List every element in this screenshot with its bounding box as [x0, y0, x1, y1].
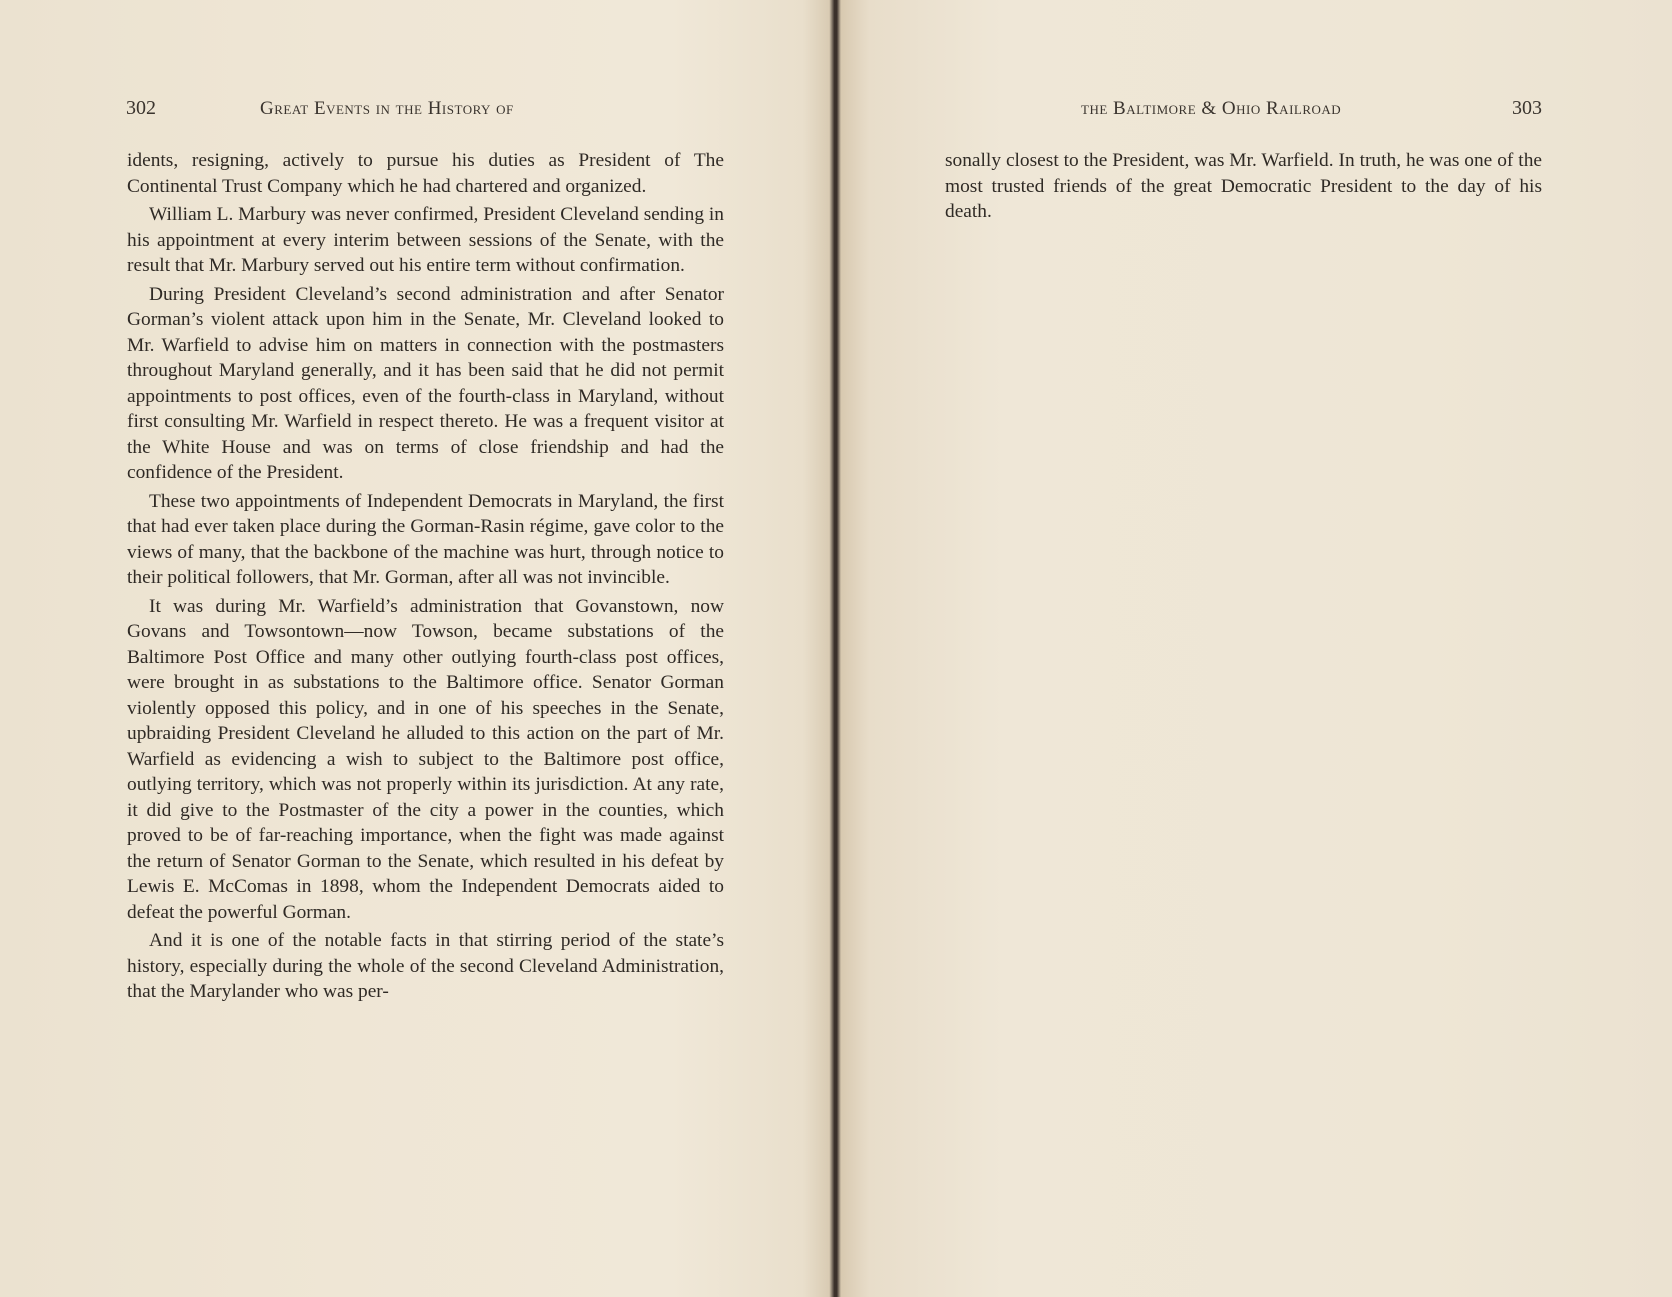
paragraph: idents, resigning, actively to pursue his duties as President of The Continental Trust Company which he had chartered and organized.	[127, 150, 724, 197]
left-page-body	[127, 148, 724, 1008]
running-head-left: Great Events in the History of	[260, 98, 514, 119]
page-number-right: 303	[1512, 97, 1542, 119]
left-page	[0, 0, 820, 1297]
paragraph: sonally closest to the President, was Mr. Warfield. In truth, he was one of the most trusted friends of the great Democratic President to the day of his death.	[945, 150, 1542, 222]
paragraph: William L. Marbury was never confirmed, President Cleveland sending in his appointment at every interim between sessions of the Senate, with the result that Mr. Marbury served out his entire term without confirmation.	[127, 204, 724, 276]
paragraph: It was during Mr. Warfield’s administration that Govanstown, now Govans and Towsontown—now Towson, became substations of the Baltimore Post Office and many other outlying fourth-class post offices, were brought in as substations to the Baltimore office. Senator Gorman violently opposed this policy, and in one of his speeches in the Senate, upbraiding President Cleveland he alluded to this action on the part of Mr. Warfield as evidencing a wish to subject to the Baltimore post office, outlying territory, which was not properly within its jurisdiction. At any rate, it did give to the Postmaster of the city a power in the counties, which proved to be of far-reaching importance, when the fight was made against the return of Senator Gorman to the Senate, which resulted in his defeat by Lewis E. McComas in 1898, whom the Independent Democrats aided to defeat the powerful Gorman.	[127, 595, 724, 923]
paragraph: And it is one of the notable facts in that stirring period of the state’s history, especially during the whole of the second Cleveland Administration, that the Marylander who was per-	[127, 930, 724, 1002]
paragraph: These two appointments of Independent Democrats in Maryland, the first that had ever taken place during the Gorman-Rasin régime, gave color to the views of many, that the backbone of the machine was hurt, through notice to their political followers, that Mr. Gorman, after all was not invincible.	[127, 490, 724, 588]
page-number-left: 302	[126, 97, 156, 119]
paragraph: During President Cleveland’s second administration and after Senator Gorman’s violent attack upon him in the Senate, Mr. Cleveland looked to Mr. Warfield to advise him on matters in connection with the postmasters throughout Maryland generally, and it has been said that he did not permit appointments to post offices, even of the fourth-class in Maryland, without first consulting Mr. Warfield in respect thereto. He was a frequent visitor at the White House and was on terms of close friendship and had the confidence of the President.	[127, 283, 724, 483]
right-page	[835, 0, 1655, 1297]
right-page-body	[945, 148, 1542, 228]
running-head-right: the Baltimore & Ohio Railroad	[1081, 98, 1342, 119]
